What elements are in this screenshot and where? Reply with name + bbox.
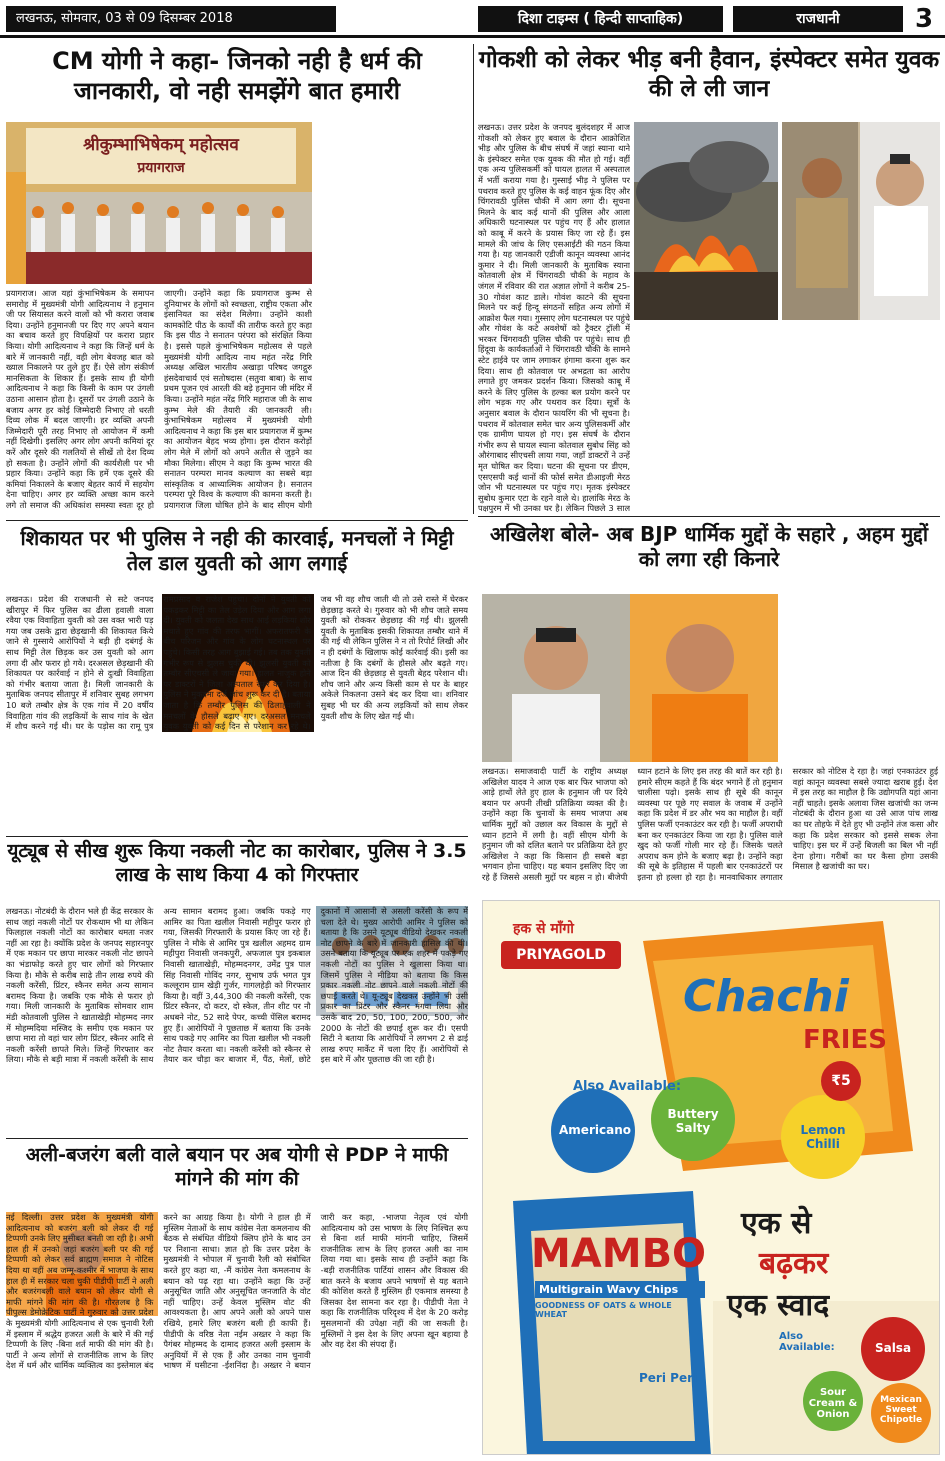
story6-body: नई दिल्ली। उत्तर प्रदेश के मुख्यमंत्री योगी आदित्यनाथ को बजरंग बली को लेकर दी गई टिप्पणी उनके लिए मुसीबत बनती जा रही है। अभी हाल ही में उनको जहां बजरंग बली पर की गई टिप्पणी को लेकर सर्व ब्राह्मण समाज ने नोटिस दिया था वहीं अब जम्मू-कश्मीर में भाजपा के साथ हाल ही में सरकार चला चुकी पीडीपी पार्टी ने अली और बजरंगबली वाले बयान को लेकर योगी से माफी मांगने की मांग की है। गौरतलब है कि पीपुल्स डेमोक्रेटिक पार्टी ने गुरुवार को उत्तर प्रदेश के मुख्यमंत्री योगी आदित्यनाथ से एक चुनावी रैली में इस्लाम में श्रद्धेय हजरत अली के बारे में की गई टिप्पणी के लिए -बिना शर्त माफी की मांग की है। पार्टी ने अन्य लोगों से राजनीतिक लाभ के लिए देश में धर्म और धार्मिक व्यक्तित्व का इस्तेमाल बंद करने का आग्रह किया है। योगी ने हाल ही में मुस्लिम नेताओं के साथ कांग्रेस नेता कमलनाथ की बैठक से संबंधित वीडियो क्लिप होने के बाद उन पर निशाना साधा। ज्ञात हो कि उत्तर प्रदेश के मुख्यमंत्री ने भोपाल में चुनावी रैली को संबोधित करते हुए कहा था, -मैं कांग्रेस नेता कमलनाथ के बयान को पढ़ रहा था। उन्होंने कहा कि उन्हें अनुसूचित जाति और अनुसूचित जनजाति के वोट नहीं चाहिए। उन्हें केवल मुस्लिम वोट की आवश्यकता है। आप अपने अली को अपने पास रखिये, हमारे लिए बजरंग बली ही काफी हैं। पीडीपी के वरिष्ठ नेता नईम अख्तर ने कहा कि पैगंबर मोहम्मद के दामाद हजरत अली इस्लाम के अनुयियों में से एक हैं और उनका नाम चुनावी भाषण में घसीटना -ईशनिंदा है। अख्तर ने बयान जारी कर कहा, -भाजपा नेतृत्व एवं योगी आदित्यनाथ को उस भाषण के लिए निश्चित रूप से बिना शर्त माफी मांगनी चाहिए, जिसमें राजनीतिक लाभ के लिए हजरत अली का नाम लिया गया था। इसके साथ ही उन्होंने कहा कि -बड़ी राजनीतिक पार्टियां शासन और विकास की बात करने के बजाय अपने भाषणों से यह बताने की कोशिश करते हैं मुस्लिम ही एकमात्र समस्या है जिसका देश सामना कर रहा है। पीडीपी नेता ने कहा कि राजनीतिक परिदृश्य में देश के 20 करोड़ मुसलमानों की उपेक्षा नहीं की जा सकती है। मुस्लिमों ने इस देश के लिए अपना खून बहाया है और वह देश की संपदा हैं।: [6, 1212, 468, 1371]
variant-lemon-chilli: Lemon Chilli: [800, 1123, 846, 1151]
story3-headline: शिकायत पर भी पुलिस ने नही की कारवाई, मनचलों ने मिट्टी तेल डाल युवती को आग लगाई: [20, 526, 454, 575]
fries-label: FRIES: [803, 1025, 887, 1055]
akhilesh-yogi-photo: [482, 594, 778, 762]
variant-buttery-salty: Buttery Salty: [667, 1107, 719, 1135]
section-name: राजधानी: [733, 6, 903, 32]
burning-vehicle-photo: [634, 122, 778, 320]
inspector-photo: [782, 122, 940, 320]
mambo-logo: MAMBO: [531, 1231, 707, 1277]
column-divider: [473, 44, 474, 514]
mambo-description: GOODNESS OF OATS & WHOLE WHEAT: [535, 1301, 672, 1319]
story4-body-col-right: [782, 594, 938, 762]
dateline: लखनऊ, सोमवार, 03 से 09 दिसम्बर 2018: [6, 6, 336, 32]
also-available-label: Also Available:: [573, 1079, 682, 1094]
price-badge: ₹5: [821, 1061, 861, 1101]
story1-body-col3: [316, 122, 468, 520]
story1-body: प्रयागराज। आज यहां कुंभाभिषेकम के समापन समारोह में मुख्यमंत्री योगी आदित्यनाथ ने हनुमान जी पर सियासत करने वालों को भी करारा जवाब दिया। उन्होंने हनुमानजी पर दिए गए अपने बयान का बचाव करते हुए विपक्षियों पर करारा प्रहार किया। योगी आदित्यनाथ ने कहा कि जिन्हें धर्म के बारे में जानकारी नहीं, वही लोग बेवजह बात को ख्याल निकालने पर तुले हुए हैं। ऐसे लोग संकीर्ण मानसिकता के शिकार हैं। इसके साथ ही योगी आदित्यनाथ ने कहा कि किसी के काम पर उंगली उठाना आसान होता है। दूसरों पर उंगली उठाने के बजाय अगर हर कोई जिम्मेदारी निभाए तो धरती दिव्य लोक में बदल जाएगी। हर व्यक्ति अपनी जिम्मेदारी पूरी तरह निभाए तो आयोजन में कमी नहीं दिखेगी। इसलिए अगर लोग अपनी कमियां दूर करें और दूसरे की गलतियों से सीखें तो देश दिव्य हो सकता है। उन्होंने लोगों की कार्यशैली पर भी प्रहार किया। उन्होंने कहा कि हमें एक दूसरे की कमियां निकालने के बजाए बेहतर कार्य में सहयोग देना चाहिए। अगर हर व्यक्ति अच्छा काम करने लगे तो समाज की अधिकांश समस्या स्वतः दूर हो जाएगी। उन्होंने कहा कि प्रयागराज कुम्भ से दुनियाभर के लोगों को स्वच्छता, राष्ट्रीय एकता और इंसानियत का संदेश मिलेगा। उन्होंने काशी कामकोटि पीठ के कार्यों की तारीफ करते हुए कहा कि इस पीठ ने सनातन परंपरा को संरक्षित किया है। इससे पहले कुंभाभिषेकम महोत्सव से पहले मुख्यमंत्री योगी आदित्य नाथ महंत नरेंद्र गिरि अध्यक्ष अखिल भारतीय अखाड़ा परिषद जगद्गुरु हंसदेवाचार्य एवं सतोषदास (सतुवा बाबा) के साथ प्रथम पूजन एवं आरती की बड़े हनुमान जी मंदिर में किया। उन्होंने महंत नरेंद्र गिरि महाराज जी के साथ कुम्भ मेले की तैयारी की जानकारी ली। कुंभाभिषेकम महोत्सव में मुख्यमंत्री योगी आदित्यनाथ ने कहा कि इस बार प्रयागराज में कुम्भ का आयोजन बेहद भव्य होगा। इस दौरान करोड़ों लोग मेले में लोगों को अपने अतीत से जुड़ने का मौका मिलेगा। सीएम ने कहा कि कुम्भ भारत की सनातन परम्परा मानव कल्याण का सबसे बड़ा सांस्कृतिक व आध्यात्मिक आयोजन है। सनातन परम्परा पूरे विश्व के कल्याण की कामना करती है। प्रयागराज जिला घोषित होने के बाद सीएम योगी: [6, 288, 312, 510]
mambo-subtitle: Multigrain Wavy Chips: [535, 1281, 705, 1298]
horizontal-rule: [6, 1138, 468, 1139]
variant-mexican: Mexican Sweet Chipotle: [879, 1395, 923, 1425]
variant-sour-cream: Sour Cream & Onion: [808, 1387, 858, 1420]
story4-headline: अखिलेश बोले- अब BJP धार्मिक मुद्दों के सहारे , अहम मुद्दों को लगा रही किनारे: [489, 522, 929, 571]
story2-body: लखनऊ। उत्तर प्रदेश के जनपद बुलंदशहर में आज गोकशी को लेकर हुए बवाल के दौरान आक्रोशित भीड़ और पुलिस के बीच संघर्ष में जहां स्याना थाने के इंस्पेक्टर समेत एक युवक की मौत हो गई। वहीं एक अन्य पुलिसकर्मी को घायल हालत में अस्पताल में भर्ती कराया गया है। गुस्साई भीड़ ने पुलिस पर पथराव करते हुए पुलिस के कई वाहन फूंक दिए और चिंगरावठी पुलिस चौकी में आग लगा दी। सूचना मिलने के बाद कई थानों की पुलिस और आला अधिकारी घटनास्थल पर पहुंच गए हैं और हालात को काबू में करने के प्रयास किए जा रहे हैं। इस मामले की जांच के लिए एसआईटी की गठन किया गया है। यह जानकारी एडीजी कानून व्यवस्था आनंद कुमार ने दी। मिली जानकारी के मुताबिक स्याना कोतवाली क्षेत्र में चिंगरावठी चौकी के महाव के जंगल में रविवार की रात अज्ञात लोगों ने करीब 25-30 गोवंश काट डाले। गोवंश काटने की सूचना मिलने पर कई हिन्दू संगठनों सहित अन्य लोगों में आक्रोश फैल गया। गुस्साए लोग घटनास्थल पर पहुंचे और गोवंश के कटे अवशेषों को ट्रैक्टर ट्रॉली में भरकर चिंगरावठी पुलिस चौकी पर पहुंचे। साथ ही हिंदूवा के कार्यकर्ताओं ने चिंगरावठी चौकी के सामने स्टेट हाईवे पर जाम लगाकर हंगामा करना शुरू कर दिया। साथ ही कोतवाल पर अभद्रता का आरोप लगाते हुए जमकर प्रदर्शन किया। जिसको काबू में करने के लिए पुलिस के हल्का बल प्रयोग करने पर लोग भड़क गए और पथराव कर दिया। सूत्रों के अनुसार बवाल के दौरान फायरिंग की भी सूचना है। पथराव में कोतवाल समेत चार अन्य पुलिसकर्मी और एक ग्रामीण घायल हो गए। इस संघर्ष के दौरान गंभीर रूप से घायल स्याना कोतवाल सुबोध सिंह को औरंगाबाद सीएचसी लाया गया, जहाँ डाक्टरों ने उन्हें मृत घोषित कर दिया। घटना की सूचना पर डीएम, एसएसपी कई थानों की फोर्स समेत डीआइजी मेरठ जोन भी घटनास्थल पर पहुंच गए। मृतक इंस्पेक्टर सुबोध कुमार एटा के रहने वाले थे। हालांकि मेरठ के पक्षपुरम में भी उनका घर है। लेकिन पिछले 3 साल: [478, 122, 630, 514]
variant-salsa: Salsa: [874, 1341, 912, 1355]
paper-name: दिशा टाइम्स ( हिन्दी साप्ताहिक): [478, 6, 723, 32]
story1-photo: [6, 122, 312, 284]
ad-tagline: हक से माँगो: [513, 921, 574, 937]
story4-body: लखनऊ। समाजवादी पार्टी के राष्ट्रीय अध्यक्ष अखिलेश यादव ने आज एक बार फिर भाजपा को आड़े हाथों लेते हुए हाल के हनुमान जी पर दिये बयान पर अपनी तीखी प्रतिक्रिया व्यक्त की है। उन्होंने कहा कि चुनावों के समय भाजपा अब धार्मिक मुद्दों को उछाल कर विकास के मुद्दों से ध्यान हटाने में लगी है। वहीं सीएम योगी के हनुमान जी को दलित बताने पर प्रतिक्रिया देते हुए अखिलेश ने कहा कि किसान ही सबसे बड़ा भगवान होना चाहिए। यह बयान इसलिए दिए जा रहे हैं जिससे असली मुद्दों पर बहस न हो। बीजेपी ध्यान हटाने के लिए इस तरह की बातें कर रही है। हमारे सीएम कहते हैं कि बंदर भगाने हैं तो हनुमान चालीसा पढ़ो। इसके साथ ही सूबे की कानून व्यवस्था पर पूछे गए सवाल के जवाब में उन्होंने कहा कि प्रदेश में डर और भय का माहौल है। वहीं पुलिस फर्जी एनकाउंटर कर रही है। फर्जी अपराधी बना कर एनकाउंटर किया जा रहा है। पुलिस वाले खुद को फर्जी गोली मार रहे हैं। जिसके चलते अपराध कम होने के बजाए बढ़ा है। उन्होंने कहा की सूबे के इतिहास में पहली बार एनकाउंटरों पर इतना हो हल्ला हो रहा है। मानवाधिकार लगातार सरकार को नोटिस दे रहा है। जहां एनकाउंटर हुई वहां कानून व्यवस्था सबसे ज्यादा खराब हुई। देश में इस तरह का माहौल है कि उद्योगपति यहां आना नहीं चाहते। इसके अलावा जिस खजांची का जन्म नोटबंदी के दौरान हुआ था उसे आज पांच लाख का घर तोहफे में देते हुए भी उन्होंने तंज कसा और कहा कि प्रदेश सरकार को इससे सबक लेना चाहिए। इस घर में उन्हें बिजली का बिल भी नहीं देना होगा। गरीबों का घर कैसा होगा उसकी मिसाल है खजांची का घर।: [482, 766, 938, 882]
story3-body: लखनऊ। प्रदेश की राजधानी से सटे जनपद खीरापुर में फिर पुलिस का ढीला हवाली वाला रवैया एक विवाहिता युवती को उस वक्त भारी पड़ गया जब उसके द्वारा छेड़खानी की शिकायत किये जाने से गुस्साये आरोपियों ने बड़ी ही दबंगई के साथ मिट्टी तेल छिड़क कर उस युवती को आग लगा दी और फरार हो गये। दरअसल छेड़खानी की शिकायत पर कार्रवाई न होने से दुःखी विवाहिता को गंभीर बताया जाता है। मिली जानकारी के मुताबिक जनपद सीतापुर में शनिवार सुबह लगभग 10 बजे तम्बौर क्षेत्र के एक गांव में 20 वर्षीय विवाहिता गांव की लड़कियों के साथ गांव के खेत में शौच करने गई थी। घर के पड़ोस का रामू पुत्र रामप्रसाद व राजेश पहुंचा। दोनों ने युवती को पकड़कर मिट्टी का तेल उड़ेल दिया और आग लगा दी। युवती को जलता देख साथ आई लड़कियां शोर मचाते हुए गांव की तरफ भागीं। अफरातफरी के बीच परिजन और गांव के लोग घटनास्थल पर पहुंचे। किसी तरह आग बुझाई गई। तब तक युवती गंभीर रूप से झुलस चुकी थी। झुलसी युवती को तम्बौर सीएचसी ले जाया गया। हालत नाजुक होने पर डाक्टरों ने जिला अस्पताल रेफर कर दिया है। पुलिस ने मुकदमा दर्ज जांच शुरू कर दी है। बताया जाता है कि तम्बौर पुलिस की ढिलाहवाली ने मनचलों के हौसले बढ़ाए गए। दरअसल मनचले युवक युवती को कई दिन से परेशान कर रहे थे। जब भी वह शौच जाती थी तो उसे रास्ते में घेरकर छेड़छाड़ करते थे। गुरुवार को भी शौच जाते समय युवती को रोककर छेड़छाड़ की गई थी। झुलसी युवती के मुताबिक इसकी शिकायत तम्बौर थाने में की गई थी लेकिन पुलिस ने न तो रिपोर्ट लिखी और न ही दबंगों के खिलाफ कोई कार्रवाई की। इसी का नतीजा है कि दबंगों के हौसले और बढ़ते गए। आज दिन की छेड़छाड़ से युवती बेहद परेशान थी। शौच जाने और अन्य किसी काम से घर के बाहर अकेले निकलना उसने बंद कर दिया था। शनिवार सुबह भी घर की अन्य लड़कियों को साथ लेकर युवती शौच के लिए खेत गई थी।: [6, 594, 468, 732]
story6-headline: अली-बजरंग बली वाले बयान पर अब योगी से PDP ने माफी मांगने की मांग की: [25, 1144, 449, 1190]
slogan-line1: एक से: [741, 1206, 812, 1241]
photo-banner-title: श्रीकुम्भाभिषेकम् महोत्सव: [83, 135, 239, 155]
priyagold-advertisement: [482, 900, 940, 1455]
page-number: 3: [914, 4, 934, 34]
story2-photo-inspector: [782, 122, 940, 320]
story4-photo: [482, 594, 778, 762]
variant-peri-peri: Peri Peri: [639, 1371, 698, 1385]
horizontal-rule: [6, 836, 468, 837]
story1-headline: CM योगी ने कहा- जिनको नही है धर्म की जानकारी, वो नही समझेंगे बात हमारी: [52, 47, 422, 105]
story5-body: लखनऊ। नोटबंदी के दौरान भले ही केंद्र सरकार के साथ जहां नकली नोटों पर रोकथाम भी था लेकिन फिलहाल नकली नोटों का कारोबार थमता नजर नहीं आ रहा है। क्योंकि प्रदेश के जनपद सहारनपुर में एक मकान पर छापा मारकर नकली नोट छापने का भंडाफोड़ करते हुए चार लोगों को गिरफ्तार किया है। मौके से करीब साढ़े तीन लाख रुपये की नकली करेंसी, प्रिंटर, स्कैनर समेत अन्य सामान बरामद किया है। जबकि एक मौके से फरार हो गया। मिली जानकारी के मुताबिक सोमवार शाम मंडी कोतवाली पुलिस ने खाताखेड़ी मोहम्मद नगर में मोहम्मदिया मस्जिद के समीप एक मकान पर छापा मारा तो वहां चार लोग प्रिंटर, स्कैनर आदि से नकली करेंसी छापते मिले। जिन्हें गिरफ्तार कर लिया। मौके से बड़ी मात्रा में नकली करेंसी के साथ अन्य सामान बरामद हुआ। जबकि पकड़े गए आमिर का पिता खलील निवासी महीपुर फरार हो गया, जिसकी गिरफ्तारी के प्रयास किए जा रहे हैं। पुलिस ने मौके से आमिर पुत्र खलील अहमद ग्राम महीपुरा निवासी जनकपुरी, अफजाल पुत्र इकबाल निवासी खाताखेड़ी, मोहम्मदनगर, उमेंद्र पुत्र पाल सिंह निवासी गोविंद नगर, सुभाष उर्फ भगत पुत्र कल्लूराम ग्राम खेड़ी गुर्जर, गागलहेड़ी को गिरफ्तार किया है। वहीं 3,44,300 की नकली करेंसी, एक प्रिंटर स्कैनर, दो कटर, दो स्केल, तीन शीट पर नौ अधबने नोट, 52 सादे पेपर, कच्ची पेंसिल बरामद हुए हैं। आरोपियों ने पूछताछ में बताया कि उनके साथ पकड़े गए आमिर का पिता खलील भी नकली नोट तैयार करता था। नकली करेंसी को स्कैनर से तैयार कर चौड़ा कर बाजार में, पैंठ, मेलों, छोटे दुकानों में आसानी से असली करेंसी के रूप में चला देते थे। मुख्य आरोपी आमिर ने पुलिस को बताया है कि उसने यूट्यूब वीडियो देखकर नकली नोट छापने के बारे में जानकारी हासिल की थी। उसने बताया कि यूट्यूब पर एक शहर में पकड़े गए नकली नोटों का पुलिस ने खुलासा किया था। जिसमें पुलिस ने मीडिया को बताया कि किस प्रकार नकली नोट छापने वाले नकली नोटों की छपाई करते थे। यू-ट्यूब देखकर उन्होंने भी उसी प्रकार का प्रिंटर और स्कैनर मंगवा लिया और उसके बाद 20, 50, 100, 200, 500, और 2000 के नोटों की छपाई शुरू कर दी। एसपी सिटी ने बताया कि आरोपियों ने लगभग 2 से ढाई लाख रुपए मार्केट में चला दिए हैं। आरोपियों से इस बारे में और पूछताछ की जा रही है।: [6, 906, 468, 1065]
variant-americano: Americano: [559, 1123, 631, 1137]
story2-photo-fire: [634, 122, 778, 320]
chachi-logo: Chachi: [683, 971, 849, 1022]
horizontal-rule: [6, 520, 468, 521]
slogan-line2: बढ़कर: [759, 1246, 829, 1281]
slogan-line3: एक स्वाद: [727, 1288, 830, 1323]
story2-headline: गोकशी को लेकर भीड़ बनी हैवान, इंस्पेक्टर समेत युवक की ले ली जान: [478, 47, 940, 102]
photo-banner-subtitle: प्रयागराज: [137, 160, 185, 176]
brand-logo: PRIYAGOLD: [501, 941, 621, 969]
also-available-label-2: Also Available:: [779, 1331, 835, 1353]
horizontal-rule: [478, 516, 940, 517]
story5-headline: यूट्यूब से सीख शुरू किया नकली नोट का कारोबार, पुलिस ने 3.5 लाख के साथ किया 4 को गिरफ्तार: [7, 840, 467, 886]
masthead: [0, 0, 945, 38]
